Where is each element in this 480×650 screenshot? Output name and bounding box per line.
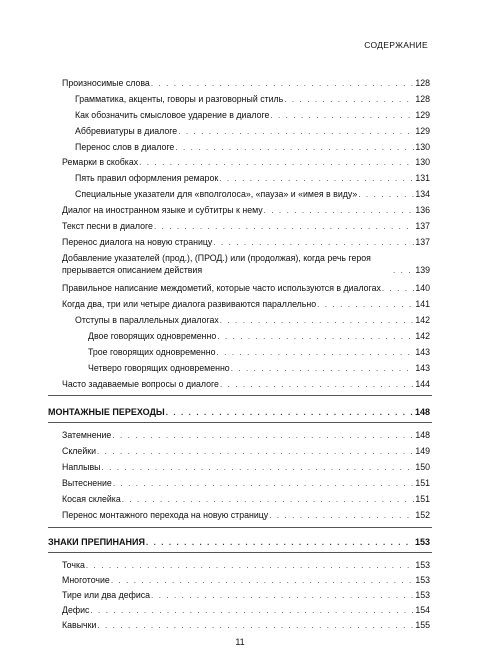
section-divider [48,527,432,528]
leader-dots [231,363,415,374]
toc-entry-page: 130 [415,157,430,167]
toc-entry-title: Наплывы [62,462,101,472]
toc-entry-title: Правильное написание междометий, которые часто используются в диалогах [62,283,381,293]
toc-entry-page: 148 [415,430,430,440]
leader-dots [111,575,415,586]
leader-dots [146,537,414,548]
leader-dots [113,478,414,489]
toc-entry-page: 142 [415,331,430,341]
toc-section-heading[interactable] [48,407,430,418]
toc-entry-title: Косая склейка [62,494,121,504]
leader-dots [270,110,414,121]
toc-entry-page: 131 [415,173,430,183]
toc-entry[interactable] [88,331,430,342]
leader-dots [112,430,414,441]
toc-entry[interactable] [62,560,430,571]
toc-entry[interactable] [75,142,430,153]
toc-entry[interactable] [62,78,430,89]
section-divider [48,552,432,553]
toc-entry[interactable] [75,126,430,137]
toc-entry-title: Аббревиатуры в диалоге [75,126,178,136]
toc-entry-title: Перенос слов в диалоге [75,142,175,152]
toc-entry-page: 151 [415,478,430,488]
leader-dots [122,494,415,505]
leader-dots [217,331,414,342]
toc-entry-title: Многоточие [62,575,110,585]
toc-entry[interactable] [62,205,430,216]
toc-entry-page: 144 [415,379,430,389]
toc-entry[interactable] [62,157,430,168]
leader-dots [101,462,414,473]
toc-entry-title: Когда два, три или четыре диалога развиваются параллельно [62,299,317,309]
toc-entry-page: 137 [415,237,430,247]
leader-dots [86,560,414,571]
toc-entry-page: 129 [415,126,430,136]
toc-entry-title: Дефис [62,605,90,615]
toc-entry[interactable] [62,494,430,505]
leader-dots [213,237,414,248]
leader-dots [139,157,414,168]
toc-entry-title: Перенос диалога на новую страницу [62,237,213,247]
leader-dots [220,315,415,326]
toc-entry[interactable] [75,110,430,121]
toc-entry-page: 136 [415,205,430,215]
toc-entry-title: Кавычки [62,620,97,630]
toc-entry[interactable] [62,237,430,248]
toc-entry-title: Затемнение [62,430,112,440]
toc-entry-title: Пять правил оформления ремарок [75,173,219,183]
toc-entry-page: 128 [415,78,430,88]
toc-entry[interactable] [62,575,430,586]
toc-entry[interactable] [62,462,430,473]
toc-entry[interactable] [62,510,430,521]
leader-dots [178,126,414,137]
toc-entry-page: 153 [415,575,430,585]
toc-section-title: МОНТАЖНЫЕ ПЕРЕХОДЫ [48,407,165,417]
toc-entry[interactable] [75,173,430,184]
toc-entry[interactable] [62,253,430,276]
toc-entry-title: Часто задаваемые вопросы о диалоге [62,379,219,389]
leader-dots [220,379,414,390]
toc-entry[interactable] [88,347,430,358]
toc-entry-page: 150 [415,462,430,472]
toc-entry-page: 129 [415,110,430,120]
toc-entry-title: Текст песни в диалоге [62,221,153,231]
toc-entry-page: 130 [415,142,430,152]
toc-entry-page: 141 [415,299,430,309]
leader-dots [217,347,415,358]
toc-entry-page: 137 [415,221,430,231]
toc-entry-title: Специальные указатели для «вполголоса», «пауза» и «имея в виду» [75,189,358,199]
toc-entry-page: 139 [415,265,430,275]
toc-entry[interactable] [62,299,430,310]
toc-entry-title: Грамматика, акценты, говоры и разговорный стиль [75,94,284,104]
leader-dots [97,446,414,457]
toc-entry-title: Тире или два дефиса [62,590,151,600]
toc-entry-page: 128 [415,94,430,104]
toc-entry[interactable] [62,620,430,631]
toc-entry[interactable] [75,315,430,326]
toc-entry-page: 151 [415,494,430,504]
toc-entry-page: 149 [415,446,430,456]
leader-dots [90,605,414,616]
leader-dots [358,189,414,200]
section-divider [48,395,432,396]
toc-entry-page: 140 [415,283,430,293]
toc-entry[interactable] [62,605,430,616]
leader-dots [151,78,414,89]
toc-section-heading[interactable] [48,537,430,548]
running-header: СОДЕРЖАНИЕ [364,40,428,50]
leader-dots [317,299,414,310]
toc-entry-title: Четверо говорящих одновременно [88,363,230,373]
toc-entry-page: 142 [415,315,430,325]
section-divider [48,422,432,423]
leader-dots [393,265,414,276]
toc-entry-page: 134 [415,189,430,199]
toc-entry-page: 143 [415,347,430,357]
toc-entry-title: Ремарки в скобках [62,157,139,167]
toc-entry[interactable] [62,430,430,441]
toc-entry[interactable] [62,590,430,601]
toc-section-page: 153 [414,537,430,547]
page-number: 11 [235,637,245,647]
leader-dots [284,94,414,105]
toc-entry[interactable] [62,379,430,390]
toc-entry-title: Точка [62,560,85,570]
toc-entry-page: 153 [415,560,430,570]
toc-entry-title: Как обозначить смысловое ударение в диалоге [75,110,270,120]
leader-dots [97,620,414,631]
toc-entry-title: Вытеснение [62,478,112,488]
toc-entry-page: 152 [415,510,430,520]
toc-section-page: 148 [414,407,430,417]
leader-dots [151,590,414,601]
toc-entry-page: 153 [415,590,430,600]
toc-entry-title: Перенос монтажного перехода на новую страницу [62,510,269,520]
toc-entry[interactable] [62,446,430,457]
leader-dots [269,510,414,521]
toc-entry-page: 143 [415,363,430,373]
toc-entry-title: Склейки [62,446,97,456]
toc-entry-title: Отступы в параллельных диалогах [75,315,219,325]
toc-entry[interactable] [75,94,430,105]
toc-entry-title: Произносимые слова [62,78,150,88]
leader-dots [154,221,414,232]
toc-entry-page: 154 [415,605,430,615]
toc-entry-title: Трое говорящих одновременно [88,347,216,357]
toc-entry[interactable] [62,283,430,294]
toc-entry[interactable] [75,189,430,200]
toc-entry-page: 155 [415,620,430,630]
leader-dots [166,407,414,418]
leader-dots [264,205,415,216]
leader-dots [219,173,414,184]
toc-entry[interactable] [88,363,430,374]
toc-section-title: ЗНАКИ ПРЕПИНАНИЯ [48,537,145,547]
leader-dots [382,283,414,294]
toc-entry-title: Добавление указателей (прод.), (ПРОД.) или (продолжая), когда речь героя прерывается описанием действия [62,253,371,275]
toc-entry[interactable] [62,221,430,232]
toc-entry-title: Диалог на иностранном языке и субтитры к нему [62,205,263,215]
leader-dots [175,142,414,153]
toc-entry[interactable] [62,478,430,489]
toc-entry-title: Двое говорящих одновременно [88,331,217,341]
